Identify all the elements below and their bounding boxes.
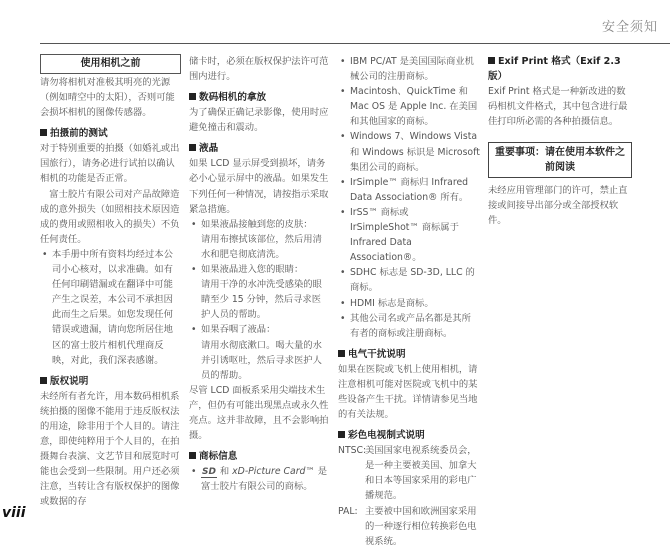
list-item: • IrSS™ 商标或 IrSimpleShot™ 商标属于 Infrared Data Association®。 [338,205,480,265]
test-paragraph-1: 对于特别重要的拍摄（如婚礼或出国旅行），请务必进行试拍以确认相机的功能是否正常。 [40,143,180,185]
list-item: • IBM PC/AT 是美国国际商业机械公司的注册商标。 [338,54,480,84]
sd-logo-icon: SD [202,467,216,478]
copyright-continuation: 储卡时，必须在版权保护法许可范围内进行。 [189,56,329,83]
lcd-paragraph: 如果 LCD 显示屏受到损坏，请务必小心显示屏中的液晶。如果发生下列任何一种情况，请按指示采取紧急措施。 [189,158,329,215]
page-header-title: 安全须知 [601,20,658,35]
page-number: viii [2,505,26,521]
square-bullet-icon [189,144,196,151]
section-heading-exif: Exif Print 格式（Exif 2.3 版） [488,56,621,82]
intro-paragraph: 请勿将相机对准极其明亮的光源（例如晴空中的太阳），否则可能会损坏相机的图像传感器。 [40,77,175,119]
lcd-bullet-list [189,217,329,383]
square-bullet-icon [338,350,345,357]
section-heading-copyright: 版权说明 [40,374,181,389]
square-bullet-icon [488,57,495,64]
section-heading-tv: 彩色电视制式说明 [338,428,480,443]
pal-definition [338,504,480,549]
section-box-heading: 使用相机之前 [40,54,181,74]
list-item: • SDHC 标志是 SD-3D, LLC 的商标。 [338,265,480,295]
section-heading-lcd: 液晶 [189,141,329,156]
section-heading-handling: 数码相机的拿放 [189,90,329,105]
ntsc-definition [338,443,480,503]
notice-paragraph: 未经应用管理部门的许可，禁止直接或间接导出部分或全部授权软件。 [488,185,628,227]
handling-paragraph: 为了确保正确记录影像，使用时应避免撞击和震动。 [189,107,329,134]
column-2 [189,54,329,494]
list-item: • HDMI 标志是商标。 [338,296,480,311]
square-bullet-icon [40,129,47,136]
column-1 [40,54,181,509]
pal-text: 主要被中国和欧洲国家采用的一种逐行相位转换彩色电视系统。 [365,505,477,547]
column-4 [488,54,632,229]
lcd-note-paragraph: 尽管 LCD 面板系采用尖端技术生产，但仍有可能出现黑点或永久性亮点。这并非故障，且不会影响拍摄。 [189,384,329,442]
ntsc-label: NTSC: [338,445,367,457]
notice-box-heading: 重要事项：请在使用本软件之前阅读 [488,142,632,178]
copyright-paragraph: 未经所有者允许，用本数码相机系统拍摄的图像不能用于违反版权法的用途，除非用于个人目的。请注意，即使纯粹用于个人目的，在拍摄舞台表演、文艺节目和展览时可能也会受到一些限制。用户还必须注意，当转让含有版权保护的图像或数据的存 [40,390,180,508]
list-item: • 如果吞咽了液晶： 请用水彻底漱口。喝大量的水并引诱呕吐，然后寻求医护人员的帮助。 [189,322,329,382]
list-item: • Macintosh、QuickTime 和 Mac OS 是 Apple Inc. 在美国和其他国家的商标。 [338,84,480,129]
list-item: • 本手册中所有资料均经过本公司小心核对，以求准确。如有任何印刷错漏或在翻译中可能产生之误差，本公司不承担因此而生之后果。如您发现任何错误或遗漏，请向您所居住地区的富士胶片相机代理商反映，对此，我们深表感谢。 [40,247,181,368]
list-item: • 如果液晶接触到您的皮肤： 请用布擦拭该部位，然后用清水和肥皂彻底清洗。 [189,217,329,262]
trademark-bullet-list [189,464,329,494]
header-rule [40,43,670,44]
list-item: • 其他公司名或产品名都是其所有者的商标或注册商标。 [338,311,480,341]
section-heading-interference: 电气干扰说明 [338,347,480,362]
trademark-list [338,54,480,341]
list-item: • IrSimple™ 商标归 Infrared Data Association® 所有。 [338,175,480,205]
column-3 [338,54,480,549]
section-heading-trademark: 商标信息 [189,449,329,464]
square-bullet-icon [338,431,345,438]
square-bullet-icon [189,452,196,459]
test-bullet-list [40,247,181,368]
ntsc-text: 美国国家电视系统委员会，是一种主要被美国、加拿大和日本等国家采用的彩电广播规范。 [365,445,477,502]
pal-label: PAL: [338,505,358,517]
section-heading-test: 拍摄前的测试 [40,126,181,141]
interference-paragraph: 如果在医院或飞机上使用相机，请注意相机可能对医院或飞机中的某些设备产生干扰。详情请参见当地的有关法规。 [338,363,478,421]
square-bullet-icon [189,93,196,100]
list-item: • SD 和 xD-Picture Card™ 是富士胶片有限公司的商标。 [189,464,329,494]
square-bullet-icon [40,377,47,384]
list-item: • Windows 7、Windows Vista 和 Windows 标识是 Microsoft 集团公司的商标。 [338,129,480,174]
test-paragraph-2: 富士胶片有限公司对产品故障造成的意外损失（如照相技术原因造成的费用或照相收入的损失）不负任何责任。 [40,188,180,245]
exif-paragraph: Exif Print 格式是一种新改进的数码相机文件格式，其中包含进行最佳打印所必需的各种拍摄信息。 [488,86,628,128]
list-item: • 如果液晶进入您的眼睛： 请用干净的水冲洗受感染的眼睛至少 15 分钟，然后寻求医护人员的帮助。 [189,262,329,322]
